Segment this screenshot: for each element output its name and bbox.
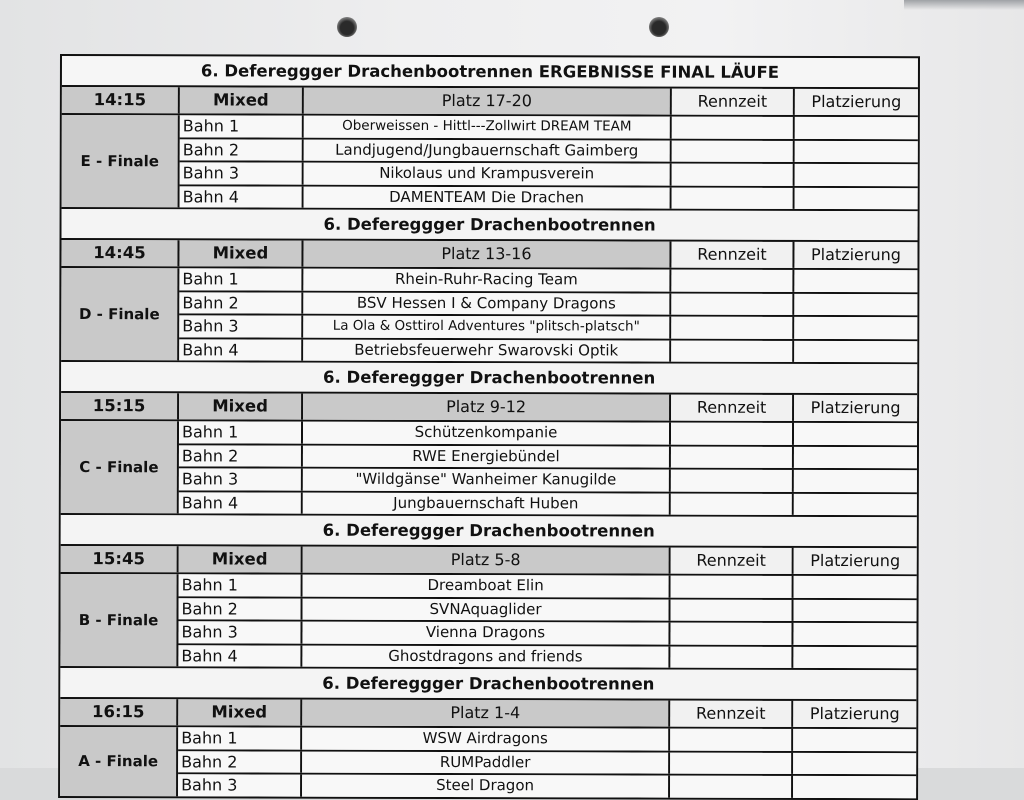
category-label: Mixed xyxy=(179,393,303,419)
lane-label: Bahn 1 xyxy=(179,574,303,596)
block-title: 6. Defereggger Drachenbootrennen xyxy=(60,668,916,701)
header-row xyxy=(61,240,917,270)
lane-label: Bahn 1 xyxy=(180,115,304,137)
rennzeit-cell xyxy=(670,729,793,751)
lanes-area xyxy=(60,727,916,798)
lane-row xyxy=(179,292,917,317)
team-name: Oberweissen - Hittl---Zollwirt DREAM TEAM xyxy=(304,116,672,138)
rennzeit-cell xyxy=(671,576,794,598)
rennzeit-cell xyxy=(670,752,793,774)
platzierung-cell xyxy=(793,646,916,668)
rennzeit-cell xyxy=(671,493,794,515)
team-name: La Ola & Osttirol Adventures "plitsch-platsch" xyxy=(303,316,671,338)
platzierung-cell xyxy=(794,423,917,445)
lane-label: Bahn 4 xyxy=(179,339,303,361)
platzierung-cell xyxy=(794,293,917,315)
lane-label: Bahn 1 xyxy=(179,268,303,290)
lane-label: Bahn 3 xyxy=(180,162,304,184)
team-name: Schützenkompanie xyxy=(303,422,671,444)
start-time: 15:45 xyxy=(61,546,179,572)
lane-label: Bahn 3 xyxy=(178,621,302,643)
lane-row xyxy=(180,139,918,164)
platzierung-cell xyxy=(794,493,917,515)
lane-label: Bahn 1 xyxy=(179,421,303,443)
lane-label: Bahn 2 xyxy=(178,751,302,773)
team-name: WSW Airdragons xyxy=(302,728,670,750)
rennzeit-cell xyxy=(671,293,794,315)
platzierung-cell xyxy=(795,117,918,139)
places-label: Platz 13-16 xyxy=(303,241,671,268)
team-name: RUMPaddler xyxy=(302,751,670,773)
lanes-list xyxy=(178,727,916,797)
category-label: Mixed xyxy=(178,699,302,725)
lane-label: Bahn 2 xyxy=(179,445,303,467)
places-label: Platz 9-12 xyxy=(303,394,671,421)
rennzeit-cell xyxy=(671,470,794,492)
platzierung-cell xyxy=(794,599,917,621)
rennzeit-cell xyxy=(671,423,794,445)
category-label: Mixed xyxy=(179,240,303,266)
finals-blocks xyxy=(60,87,918,798)
block-title: 6. Defereggger Drachenbootrennen xyxy=(62,209,918,242)
lane-label: Bahn 4 xyxy=(180,186,304,208)
lane-row xyxy=(180,115,918,140)
header-row xyxy=(60,699,916,729)
lane-row xyxy=(179,268,917,293)
team-name: Landjugend/Jungbauernschaft Gaimberg xyxy=(304,139,672,161)
rennzeit-cell xyxy=(671,340,794,362)
punch-hole-left xyxy=(337,17,357,37)
lane-row xyxy=(180,162,918,187)
lane-row xyxy=(178,645,916,668)
rennzeit-cell xyxy=(670,776,793,798)
finale-label: D - Finale xyxy=(61,268,179,360)
final-block xyxy=(62,87,918,211)
lane-label: Bahn 2 xyxy=(179,292,303,314)
start-time: 15:15 xyxy=(61,393,179,419)
platzierung-cell xyxy=(795,164,918,186)
platzierung-cell xyxy=(793,729,916,751)
rennzeit-cell xyxy=(671,317,794,339)
col-rennzeit: Rennzeit xyxy=(672,89,795,115)
results-table xyxy=(58,54,920,800)
lane-label: Bahn 2 xyxy=(179,598,303,620)
lane-row xyxy=(179,598,917,623)
finale-label: A - Finale xyxy=(60,727,178,796)
places-label: Platz 5-8 xyxy=(303,547,671,574)
lanes-list xyxy=(179,421,917,515)
rennzeit-cell xyxy=(670,646,793,668)
start-time: 14:45 xyxy=(61,240,179,266)
lanes-area xyxy=(60,574,916,668)
platzierung-cell xyxy=(794,317,917,339)
team-name: RWE Energiebündel xyxy=(303,445,671,467)
final-block xyxy=(60,515,916,670)
lanes-list xyxy=(178,574,916,668)
col-rennzeit: Rennzeit xyxy=(670,701,793,727)
lane-row xyxy=(179,339,917,362)
lanes-list xyxy=(179,268,917,362)
team-name: "Wildgänse" Wanheimer Kanugilde xyxy=(303,469,671,491)
block-title: 6. Defereggger Drachenbootrennen xyxy=(61,362,917,395)
col-rennzeit: Rennzeit xyxy=(671,395,794,421)
category-label: Mixed xyxy=(180,87,304,113)
col-platzierung: Platzierung xyxy=(794,242,917,268)
lane-label: Bahn 3 xyxy=(178,774,302,796)
finale-label: E - Finale xyxy=(62,115,180,207)
block-title: 6. Defereggger Drachenbootrennen xyxy=(61,515,917,548)
header-row xyxy=(61,393,917,423)
rennzeit-cell xyxy=(672,117,795,139)
rennzeit-cell xyxy=(671,599,794,621)
team-name: Rhein-Ruhr-Racing Team xyxy=(303,269,671,291)
lane-label: Bahn 4 xyxy=(179,492,303,514)
platzierung-cell xyxy=(793,776,916,798)
lanes-area xyxy=(61,268,917,362)
platzierung-cell xyxy=(794,446,917,468)
col-platzierung: Platzierung xyxy=(793,701,916,727)
lane-row xyxy=(179,421,917,446)
lane-label: Bahn 2 xyxy=(180,139,304,161)
places-label: Platz 1-4 xyxy=(302,700,670,727)
col-platzierung: Platzierung xyxy=(795,89,918,115)
lane-label: Bahn 3 xyxy=(179,468,303,490)
platzierung-cell xyxy=(794,270,917,292)
document-title: 6. Defereggger Drachenbootrennen ERGEBNISSE FINAL LÄUFE xyxy=(62,56,918,89)
lane-row xyxy=(178,727,916,752)
team-name: Ghostdragons and friends xyxy=(302,645,670,667)
col-platzierung: Platzierung xyxy=(794,548,917,574)
lane-label: Bahn 1 xyxy=(178,727,302,749)
platzierung-cell xyxy=(794,340,917,362)
team-name: DAMENTEAM Die Drachen xyxy=(304,186,672,208)
places-label: Platz 17-20 xyxy=(304,88,672,115)
platzierung-cell xyxy=(793,623,916,645)
final-block xyxy=(61,209,917,364)
team-name: Vienna Dragons xyxy=(302,622,670,644)
col-rennzeit: Rennzeit xyxy=(671,548,794,574)
lane-row xyxy=(179,492,917,515)
punch-hole-right xyxy=(649,17,669,37)
team-name: Steel Dragon xyxy=(302,775,670,797)
final-block xyxy=(60,668,916,798)
rennzeit-cell xyxy=(672,187,795,209)
rennzeit-cell xyxy=(672,140,795,162)
lane-row xyxy=(178,621,916,646)
rennzeit-cell xyxy=(672,164,795,186)
rennzeit-cell xyxy=(670,623,793,645)
header-row xyxy=(61,546,917,576)
platzierung-cell xyxy=(795,187,918,209)
lane-label: Bahn 3 xyxy=(179,315,303,337)
lanes-area xyxy=(61,421,917,515)
lanes-list xyxy=(180,115,918,209)
rennzeit-cell xyxy=(671,270,794,292)
start-time: 14:15 xyxy=(62,87,180,113)
team-name: Nikolaus und Krampusverein xyxy=(304,163,672,185)
team-name: Jungbauernschaft Huben xyxy=(303,492,671,514)
rennzeit-cell xyxy=(671,446,794,468)
team-name: BSV Hessen I & Company Dragons xyxy=(303,292,671,314)
team-name: Dreamboat Elin xyxy=(303,575,671,597)
start-time: 16:15 xyxy=(60,699,178,725)
lane-label: Bahn 4 xyxy=(178,645,302,667)
lane-row xyxy=(180,186,918,209)
lane-row xyxy=(179,445,917,470)
final-block xyxy=(61,362,917,517)
col-rennzeit: Rennzeit xyxy=(671,242,794,268)
lane-row xyxy=(179,574,917,599)
lane-row xyxy=(178,774,916,797)
lane-row xyxy=(179,468,917,493)
header-row xyxy=(62,87,918,117)
team-name: SVNAquaglider xyxy=(303,598,671,620)
category-label: Mixed xyxy=(179,546,303,572)
page-corner-shadow xyxy=(904,0,1024,10)
lane-row xyxy=(178,751,916,776)
finale-label: B - Finale xyxy=(60,574,178,666)
finale-label: C - Finale xyxy=(61,421,179,513)
platzierung-cell xyxy=(795,140,918,162)
platzierung-cell xyxy=(793,752,916,774)
lane-row xyxy=(179,315,917,340)
platzierung-cell xyxy=(794,576,917,598)
team-name: Betriebsfeuerwehr Swarovski Optik xyxy=(303,339,671,361)
platzierung-cell xyxy=(794,470,917,492)
col-platzierung: Platzierung xyxy=(794,395,917,421)
lanes-area xyxy=(62,115,918,209)
